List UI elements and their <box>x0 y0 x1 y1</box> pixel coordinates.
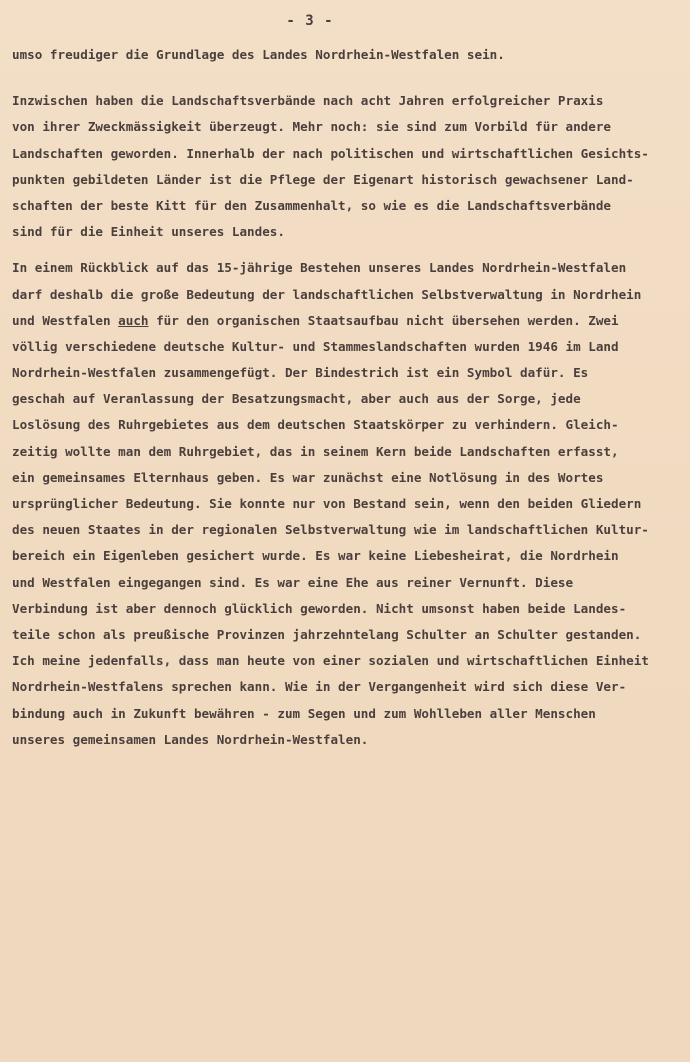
text-line: und Westfalen eingegangen sind. Es war eine Ehe aus reiner Vernunft. Diese <box>12 574 574 590</box>
text-line: Inzwischen haben die Landschaftsverbände nach acht Jahren erfolgreicher Praxis <box>12 93 604 109</box>
text-line: schaften der beste Kitt für den Zusammenhalt, so wie es die Landschaftsverbände <box>12 197 611 213</box>
document-body <box>12 42 684 753</box>
text-line: bereich ein Eigenleben gesichert wurde. Es war keine Liebesheirat, die Nordrhein <box>12 548 619 564</box>
text-line: völlig verschiedene deutsche Kultur- und Stammeslandschaften wurden 1946 im Land <box>12 338 619 354</box>
text-line: von ihrer Zweckmässigkeit überzeugt. Mehr noch: sie sind zum Vorbild für andere <box>12 119 611 135</box>
text-line: In einem Rückblick auf das 15-jährige Bestehen unseres Landes Nordrhein-Westfalen <box>12 260 627 276</box>
text-line: Nordrhein-Westfalen zusammengefügt. Der Bindestrich ist ein Symbol dafür. Es <box>12 365 589 381</box>
text-segment: und Westfalen <box>12 312 119 328</box>
text-line: umso freudiger die Grundlage des Landes Nordrhein-Westfalen sein. <box>12 47 505 62</box>
text-line: ein gemeinsames Elternhaus geben. Es war zunächst eine Notlösung in des Wortes <box>12 469 604 485</box>
text-line: ursprünglicher Bedeutung. Sie konnte nur von Bestand sein, wenn den beiden Gliedern <box>12 496 642 511</box>
text-line: zeitig wollte man dem Ruhrgebiet, das in seinem Kern beide Landschaften erfasst, <box>12 443 619 459</box>
text-line-with-underline <box>12 308 684 334</box>
text-line: Nordrhein-Westfalens sprechen kann. Wie in der Vergangenheit wird sich diese Ver- <box>12 679 627 695</box>
text-line: punkten gebildeten Länder ist die Pflege der Eigenart historisch gewachsener Land- <box>12 171 634 187</box>
text-line: bindung auch in Zukunft bewähren - zum Segen und zum Wohlleben aller Menschen <box>12 705 596 721</box>
text-line: geschah auf Veranlassung der Besatzungsmacht, aber auch aus der Sorge, jede <box>12 391 581 407</box>
text-line: darf deshalb die große Bedeutung der landschaftlichen Selbstverwaltung in Nordrhein <box>12 286 642 302</box>
text-line: des neuen Staates in der regionalen Selbstverwaltung wie im landschaftlichen Kultur- <box>12 522 649 538</box>
text-line: Loslösung des Ruhrgebietes aus dem deutschen Staatskörper zu verhindern. Gleich- <box>12 417 619 433</box>
text-segment: für den organischen Staatsaufbau nicht übersehen werden. Zwei <box>148 312 619 328</box>
text-line: Verbindung ist aber dennoch glücklich geworden. Nicht umsonst haben beide Landes- <box>12 600 627 616</box>
text-line: Landschaften geworden. Innerhalb der nach politischen und wirtschaftlichen Gesichts- <box>12 145 649 161</box>
paragraph-3 <box>12 255 684 753</box>
text-line: sind für die Einheit unseres Landes. <box>12 224 285 240</box>
paragraph-2 <box>12 88 684 245</box>
page-number: - 3 - <box>286 13 334 29</box>
text-line: unseres gemeinsamen Landes Nordrhein-Westfalen. <box>12 731 369 747</box>
text-line: teile schon als preußische Provinzen jahrzehntelang Schulter an Schulter gestanden. <box>12 626 642 642</box>
paragraph-1 <box>12 42 684 68</box>
underlined-word: auch <box>118 312 149 328</box>
text-line: Ich meine jedenfalls, dass man heute von einer sozialen und wirtschaftlichen Einheit <box>12 653 649 669</box>
